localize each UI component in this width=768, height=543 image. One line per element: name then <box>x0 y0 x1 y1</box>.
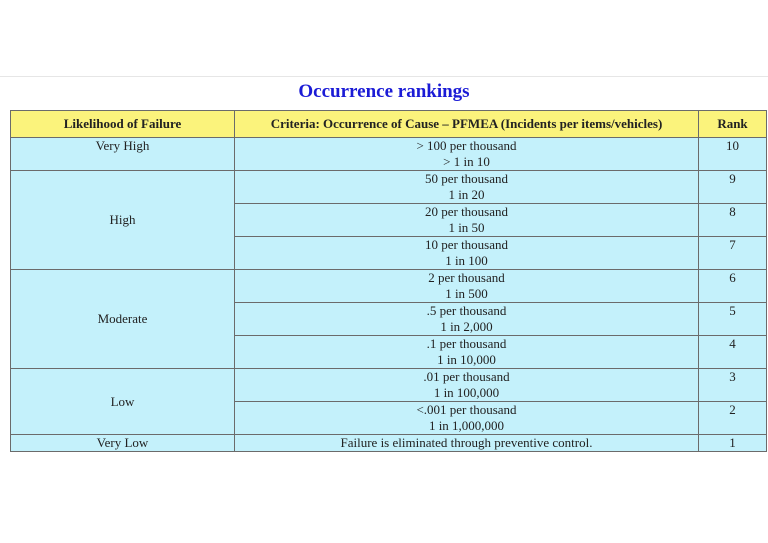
criteria-line-2: 1 in 2,000 <box>440 319 493 334</box>
header-criteria: Criteria: Occurrence of Cause – PFMEA (Incidents per items/vehicles) <box>235 111 699 138</box>
rank-cell: 2 <box>699 402 767 435</box>
table-row <box>11 369 767 402</box>
criteria-line-1: .1 per thousand <box>426 336 507 351</box>
criteria-cell <box>235 303 699 336</box>
criteria-line-2: 1 in 100 <box>445 253 488 268</box>
likelihood-high: High <box>11 171 235 270</box>
top-divider <box>0 76 768 77</box>
rank-cell: 1 <box>699 435 767 452</box>
rank-cell: 3 <box>699 369 767 402</box>
criteria-line-2: 1 in 100,000 <box>433 385 500 400</box>
criteria-line-1: 20 per thousand <box>424 204 509 219</box>
criteria-line-2: > 1 in 10 <box>443 154 490 169</box>
occurrence-table <box>10 110 767 452</box>
criteria-line-1: 50 per thousand <box>424 171 509 186</box>
table-header-row <box>11 111 767 138</box>
table-row <box>11 171 767 204</box>
criteria-cell: Failure is eliminated through preventive control. <box>235 435 699 452</box>
criteria-line-1: .01 per thousand <box>423 369 510 384</box>
rank-cell: 8 <box>699 204 767 237</box>
header-rank: Rank <box>699 111 767 138</box>
header-likelihood: Likelihood of Failure <box>11 111 235 138</box>
criteria-line-1: > 100 per thousand <box>416 138 517 153</box>
page-title: Occurrence rankings <box>298 81 470 102</box>
criteria-cell <box>235 171 699 204</box>
criteria-cell <box>235 270 699 303</box>
likelihood-very-low: Very Low <box>11 435 235 452</box>
likelihood-moderate: Moderate <box>11 270 235 369</box>
likelihood-very-high: Very High <box>11 138 235 171</box>
criteria-line-2: 1 in 10,000 <box>437 352 496 367</box>
criteria-line-2: 1 in 20 <box>448 187 485 202</box>
criteria-line-2: 1 in 50 <box>448 220 485 235</box>
rank-cell: 7 <box>699 237 767 270</box>
rank-cell: 6 <box>699 270 767 303</box>
rank-cell: 4 <box>699 336 767 369</box>
rank-cell: 10 <box>699 138 767 171</box>
table-row <box>11 138 767 171</box>
criteria-cell <box>235 204 699 237</box>
criteria-line-2: 1 in 1,000,000 <box>428 418 505 433</box>
table-row <box>11 270 767 303</box>
criteria-cell <box>235 402 699 435</box>
rank-cell: 5 <box>699 303 767 336</box>
criteria-line-1: 10 per thousand <box>424 237 509 252</box>
criteria-line-1: <.001 per thousand <box>416 402 517 417</box>
criteria-cell <box>235 369 699 402</box>
table-row <box>11 435 767 452</box>
criteria-line-1: .5 per thousand <box>426 303 507 318</box>
rank-cell: 9 <box>699 171 767 204</box>
likelihood-low: Low <box>11 369 235 435</box>
criteria-cell <box>235 336 699 369</box>
criteria-cell <box>235 237 699 270</box>
criteria-line-2: 1 in 500 <box>445 286 488 301</box>
criteria-cell <box>235 138 699 171</box>
criteria-line-1: 2 per thousand <box>428 270 505 285</box>
